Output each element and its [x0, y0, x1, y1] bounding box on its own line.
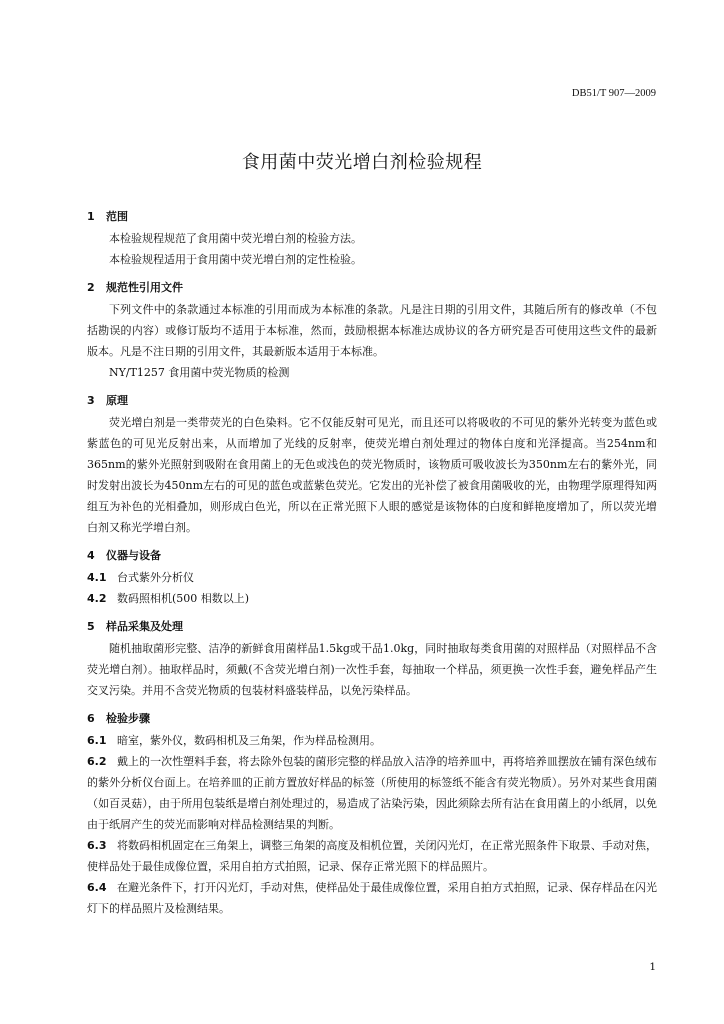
subsection-number: 4.2 [87, 592, 107, 605]
subsection-number: 6.4 [87, 881, 107, 894]
subsection-text: 数码照相机(500 相数以上) [117, 592, 250, 605]
section-heading [87, 545, 657, 567]
subsection-number: 4.1 [87, 571, 107, 584]
normative-reference: NY/T1257 食用菌中荧光物质的检测 [109, 366, 290, 379]
subsection-number: 6.2 [87, 755, 107, 768]
section-title: 检验步骤 [106, 712, 150, 725]
document-body [87, 206, 657, 919]
subsection-text: 在避光条件下，打开闪光灯，手动对焦，使样品处于最佳成像位置，采用自拍方式拍照，记录、保存样品在闪光灯下的样品照片及检测结果。 [87, 881, 657, 915]
subsection [87, 567, 657, 588]
section-heading [87, 616, 657, 638]
section-heading [87, 277, 657, 299]
section-number: 1 [87, 210, 95, 223]
section-number: 2 [87, 281, 95, 294]
subsection [87, 835, 657, 877]
section-heading [87, 206, 657, 228]
section-number: 4 [87, 549, 95, 562]
section-title: 范围 [106, 210, 128, 223]
section-number: 3 [87, 394, 95, 407]
document-title: 食用菌中荧光增白剂检验规程 [241, 152, 483, 173]
section-number: 6 [87, 712, 95, 725]
subsection-text: 戴上的一次性塑料手套，将去除外包装的菌形完整的样品放入洁净的培养皿中，再将培养皿摆放在铺有深色绒布的紫外分析仪台面上。在培养皿的正前方置放好样品的标签（所使用的标签纸不能含有荧光物质）。另外对某些食用菌（如百灵菇），由于所用包装纸是增白剂处理过的，易造成了沾染污染，因此须除去所有沾在食用菌上的小纸屑，以免由于纸屑产生的荧光而影响对样品检测结果的判断。 [87, 755, 657, 831]
paragraph: 本检验规程规范了食用菌中荧光增白剂的检验方法。 [109, 232, 362, 245]
page-number: 1 [649, 961, 656, 973]
paragraph: 下列文件中的条款通过本标准的引用而成为本标准的条款。凡是注日期的引用文件，其随后所有的修改单（不包括勘误的内容）或修订版均不适用于本标准，然而，鼓励根据本标准达成协议的各方研究是否可使用这些文件的最新版本。凡是不注日期的引用文件，其最新版本适用于本标准。 [87, 303, 657, 358]
subsection-number: 6.1 [87, 734, 107, 747]
section-heading [87, 708, 657, 730]
subsection-text: 将数码相机固定在三角架上，调整三角架的高度及相机位置，关闭闪光灯，在正常光照条件下取景、手动对焦，使样品处于最佳成像位置，采用自拍方式拍照，记录、保存正常光照下的样品照片。 [87, 839, 657, 873]
paragraph: 随机抽取菌形完整、洁净的新鲜食用菌样品1.5kg或干品1.0kg，同时抽取每类食用菌的对照样品（对照样品不含荧光增白剂）。抽取样品时，须戴(不含荧光增白剂)一次性手套，每抽取一个样品，须更换一次性手套，避免样品产生交叉污染。并用不含荧光物质的包装材料盛装样品，以免污染样品。 [87, 642, 657, 697]
document-code: DB51/T 907—2009 [571, 88, 656, 99]
section-heading [87, 390, 657, 412]
paragraph: 本检验规程适用于食用菌中荧光增白剂的定性检验。 [109, 253, 362, 266]
section-title: 原理 [106, 394, 128, 407]
section-title: 规范性引用文件 [106, 281, 183, 294]
subsection-number: 6.3 [87, 839, 107, 852]
subsection [87, 877, 657, 919]
section-number: 5 [87, 620, 95, 633]
subsection [87, 588, 657, 609]
paragraph: 荧光增白剂是一类带荧光的白色染料。它不仅能反射可见光，而且还可以将吸收的不可见的紫外光转变为蓝色或紫蓝色的可见光反射出来，从而增加了光线的反射率，使荧光增白剂处理过的物体白度和光泽提高。当254nm和365nm的紫外光照射到吸附在食用菌上的无色或浅色的荧光物质时，该物质可吸收波长为350nm左右的紫外光，同时发射出波长为450nm左右的可见的蓝色或蓝紫色荧光。它发出的光补偿了被食用菌吸收的光，由物理学原理得知两组互为补色的光相叠加，则形成白色光，所以在正常光照下人眼的感觉是该物体的白度和鲜艳度增加了，所以荧光增白剂又称光学增白剂。 [87, 416, 657, 534]
subsection [87, 730, 657, 751]
section-title: 样品采集及处理 [106, 620, 183, 633]
subsection-text: 暗室，紫外仪，数码相机及三角架，作为样品检测用。 [117, 734, 381, 747]
subsection-text: 台式紫外分析仪 [117, 571, 194, 584]
subsection [87, 751, 657, 835]
section-title: 仪器与设备 [106, 549, 161, 562]
